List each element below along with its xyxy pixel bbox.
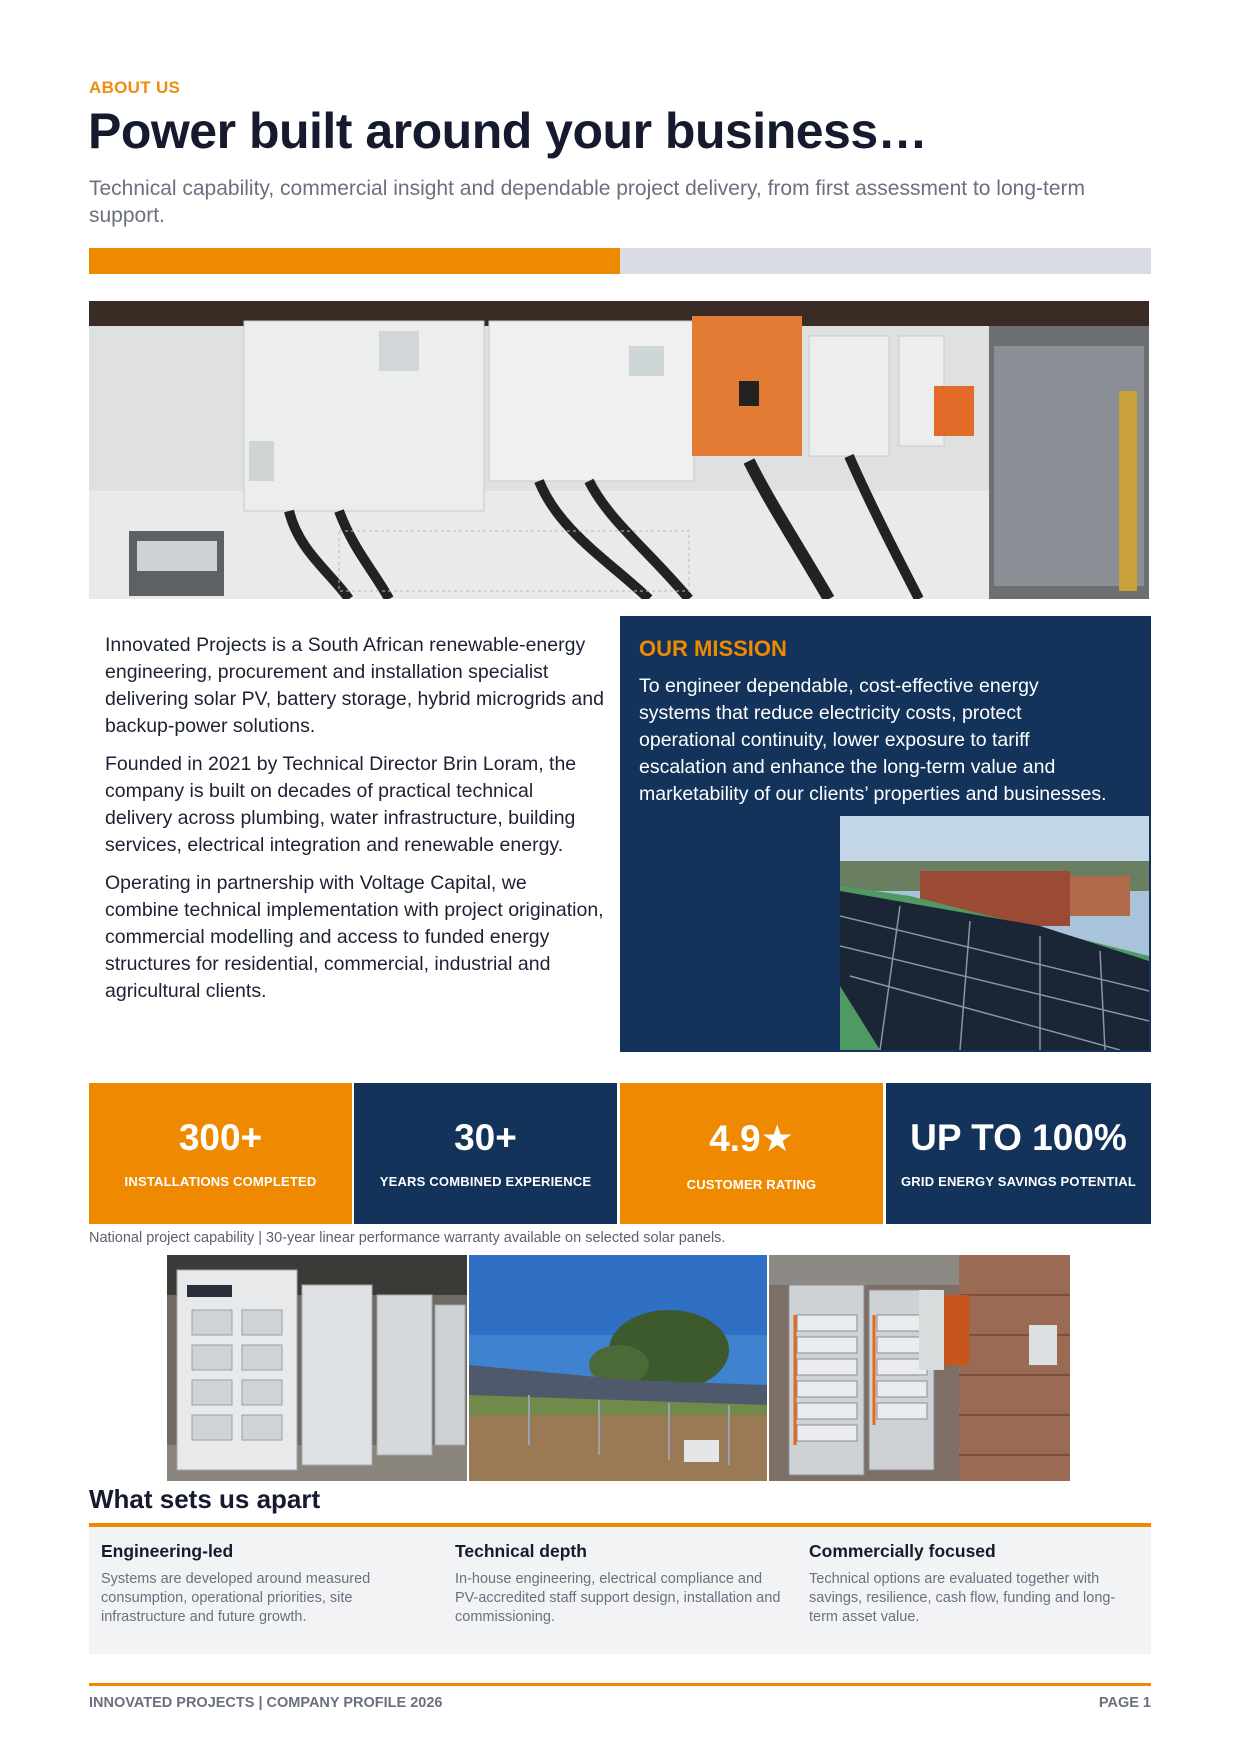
stat-rating <box>620 1083 883 1224</box>
footer-company: INNOVATED PROJECTS | COMPANY PROFILE 2026 <box>89 1695 443 1711</box>
stat-value: 4.9★ <box>709 1118 794 1159</box>
section-title: What sets us apart <box>89 1484 321 1514</box>
footer-page-number: PAGE 1 <box>1098 1695 1151 1711</box>
battery-rack-photo <box>769 1255 1070 1481</box>
page-title: Power built around your business… <box>88 103 928 159</box>
feature-text: Technical options are evaluated together with savings, resilience, cash flow, funding and long-term asset value. <box>809 1571 1116 1625</box>
intro-paragraph: Innovated Projects is a South African renewable-energy engineering, procurement and installation specialist delivering solar PV, battery storage, hybrid microgrids and backup-power solutions. <box>105 634 604 737</box>
feature-text: Systems are developed around measured consumption, operational priorities, site infrastructure and future growth. <box>101 1571 371 1625</box>
page-subtitle: Technical capability, commercial insight and dependable project delivery, from first assessment to long-term support. <box>89 177 1086 227</box>
mission-box <box>620 616 1151 1052</box>
stat-savings <box>886 1083 1151 1224</box>
stat-label: GRID ENERGY SAVINGS POTENTIAL <box>900 1174 1136 1189</box>
mission-text: To engineer dependable, cost-effective energy systems that reduce electricity costs, protect operational continuity, lower exposure to tariff escalation and enhance the long-term value and marketability of our clients’ properties and businesses. <box>639 675 1107 805</box>
stat-value: UP TO 100% <box>910 1117 1127 1158</box>
intro-paragraph: Founded in 2021 by Technical Director Brin Loram, the company is built on decades of practical technical delivery across plumbing, water infrastructure, building services, electrical integration and renewable energy. <box>105 753 577 856</box>
stat-experience <box>354 1083 617 1224</box>
progress-bar <box>89 248 1151 274</box>
feature-title: Technical depth <box>455 1541 587 1561</box>
section-eyebrow: ABOUT US <box>89 78 181 97</box>
stat-value: 300+ <box>178 1117 263 1158</box>
progress-bar-fill <box>89 248 620 274</box>
capability-note: National project capability | 30-year linear performance warranty available on selected solar panels. <box>89 1230 726 1246</box>
feature-technical-depth <box>455 1541 785 1627</box>
feature-commercially-focused <box>809 1541 1139 1627</box>
feature-title: Engineering-led <box>101 1541 234 1561</box>
stats-strip <box>89 1083 1151 1224</box>
stat-installations <box>89 1083 352 1224</box>
stat-value: 30+ <box>454 1117 517 1158</box>
company-intro <box>105 632 605 1016</box>
feature-engineering-led <box>101 1541 431 1627</box>
ground-mount-solar-photo <box>469 1255 767 1481</box>
feature-text: In-house engineering, electrical compliance and PV-accredited staff support design, installation and commissioning. <box>455 1571 781 1625</box>
intro-paragraph: Operating in partnership with Voltage Capital, we combine technical implementation with project origination, commercial modelling and access to funded energy structures for residential, commercial, industrial and agricultural clients. <box>105 872 604 1002</box>
mission-title: OUR MISSION <box>639 636 787 661</box>
footer-divider <box>89 1683 1151 1686</box>
features-panel <box>89 1523 1151 1654</box>
stat-label: INSTALLATIONS COMPLETED <box>124 1174 317 1189</box>
inverter-installation-photo <box>89 301 1149 599</box>
stat-label: CUSTOMER RATING <box>686 1177 817 1192</box>
battery-cabinets-photo <box>167 1255 467 1481</box>
feature-title: Commercially focused <box>809 1541 996 1561</box>
rooftop-solar-photo <box>840 816 1149 1050</box>
stat-label: YEARS COMBINED EXPERIENCE <box>379 1174 592 1189</box>
